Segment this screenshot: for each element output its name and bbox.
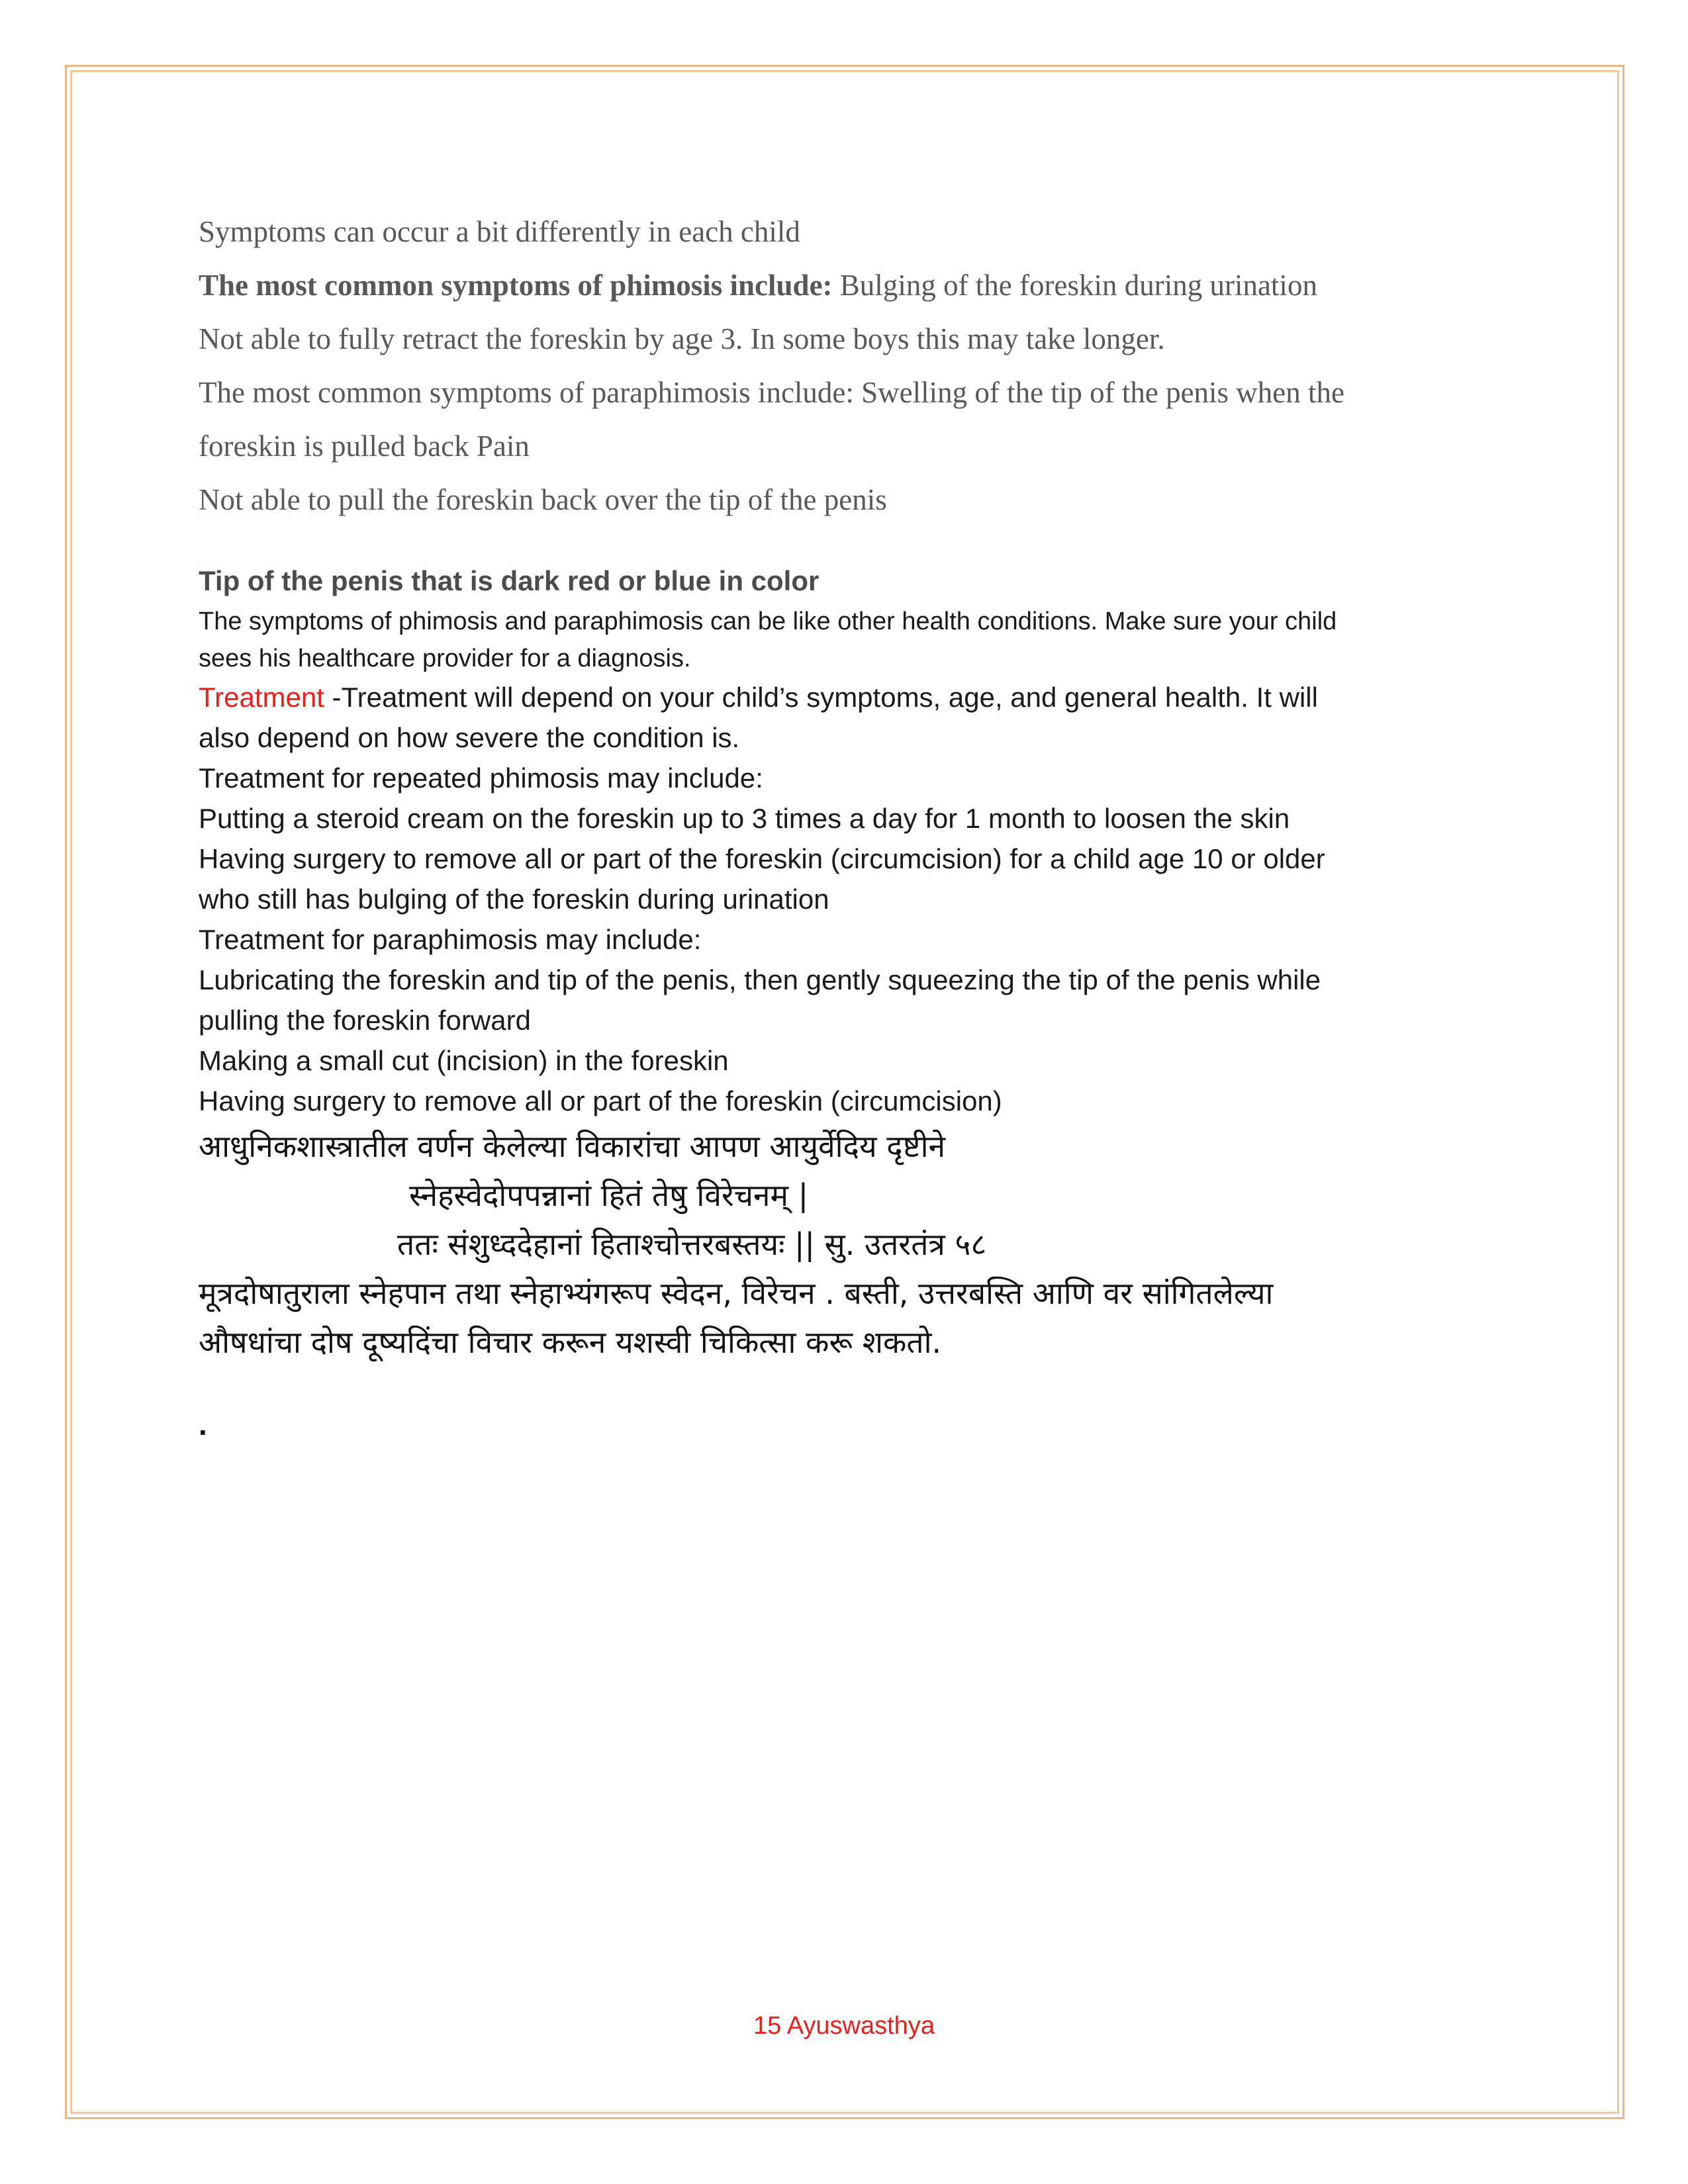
paraphimosis-symptoms-line-2: foreskin is pulled back Pain	[199, 430, 530, 463]
ayurveda-treatment-line-2: औषधांचा दोष दूष्यदिंचा विचार करून यशस्वी चिकित्सा करू शकतो.	[199, 1324, 942, 1360]
treatment-line: Treatment for paraphimosis may include:	[199, 924, 702, 955]
treatment-intro-text: -Treatment will depend on your child’s symptoms, age, and general health. It will	[324, 682, 1318, 713]
phimosis-symptoms-label: The most common symptoms of phimosis include:	[199, 269, 833, 302]
phimosis-symptoms-line	[199, 259, 1516, 312]
page-footer: 15 Ayuswasthya	[753, 2012, 935, 2040]
treatment-line: Lubricating the foreskin and tip of the penis, then gently squeezing the tip of the penis while	[199, 964, 1321, 995]
treatment-intro-line	[199, 677, 1523, 717]
trailing-dot: .	[199, 1407, 207, 1441]
tip-color-heading: Tip of the penis that is dark red or blue in color	[199, 565, 820, 596]
diagnosis-note	[199, 603, 1523, 677]
treatment-lines	[199, 677, 1523, 1121]
treatment-section	[199, 559, 1523, 1121]
treatment-line: who still has bulging of the foreskin during urination	[199, 884, 829, 915]
diagnosis-note-line-2: sees his healthcare provider for a diagnosis.	[199, 645, 691, 672]
treatment-line: Putting a steroid cream on the foreskin up to 3 times a day for 1 month to loosen the skin	[199, 803, 1290, 834]
treatment-line: Treatment for repeated phimosis may include:	[199, 762, 763, 794]
ayurveda-intro-line: आधुनिकशास्त्रातील वर्णन केलेल्या विकारांचा आपण आयुर्वेदिय दृष्टीने	[199, 1128, 946, 1164]
treatment-line: also depend on how severe the condition is.	[199, 722, 740, 753]
pull-back-line: Not able to pull the foreskin back over the tip of the penis	[199, 483, 887, 516]
treatment-line: pulling the foreskin forward	[199, 1005, 531, 1036]
treatment-label: Treatment	[199, 682, 324, 713]
symptoms-intro: Symptoms can occur a bit differently in each child	[199, 215, 800, 248]
ayurveda-treatment-line-1: मूत्रदोषातुराला स्नेहपान तथा स्नेहाभ्यंगरूप स्वेदन, विरेचन . बस्ती, उत्तरबस्ति आणि वर सांगितलेल्या	[199, 1275, 1274, 1311]
phimosis-symptoms-text: Bulging of the foreskin during urination	[832, 269, 1317, 302]
treatment-line: Making a small cut (incision) in the foreskin	[199, 1045, 729, 1076]
shloka-line-1: स्नेहस्वेदोपपन्नानां हितं तेषु विरेचनम् |	[409, 1177, 809, 1213]
diagnosis-note-line-1: The symptoms of phimosis and paraphimosis can be like other health conditions. Make sure your child	[199, 608, 1337, 635]
treatment-line: Having surgery to remove all or part of the foreskin (circumcision) for a child age 10 or older	[199, 843, 1325, 874]
treatment-line: Having surgery to remove all or part of the foreskin (circumcision)	[199, 1085, 1002, 1116]
ayurveda-section	[199, 1122, 1523, 1367]
symptoms-section	[199, 205, 1516, 527]
retract-line: Not able to fully retract the foreskin by age 3. In some boys this may take longer.	[199, 322, 1165, 355]
paraphimosis-symptoms-line: The most common symptoms of paraphimosis include: Swelling of the tip of the penis when the	[199, 376, 1345, 409]
shloka-line-2: ततः संशुध्ददेहानां हिताश्चोत्तरबस्तयः || सु. उतरतंत्र ५८	[397, 1226, 987, 1262]
